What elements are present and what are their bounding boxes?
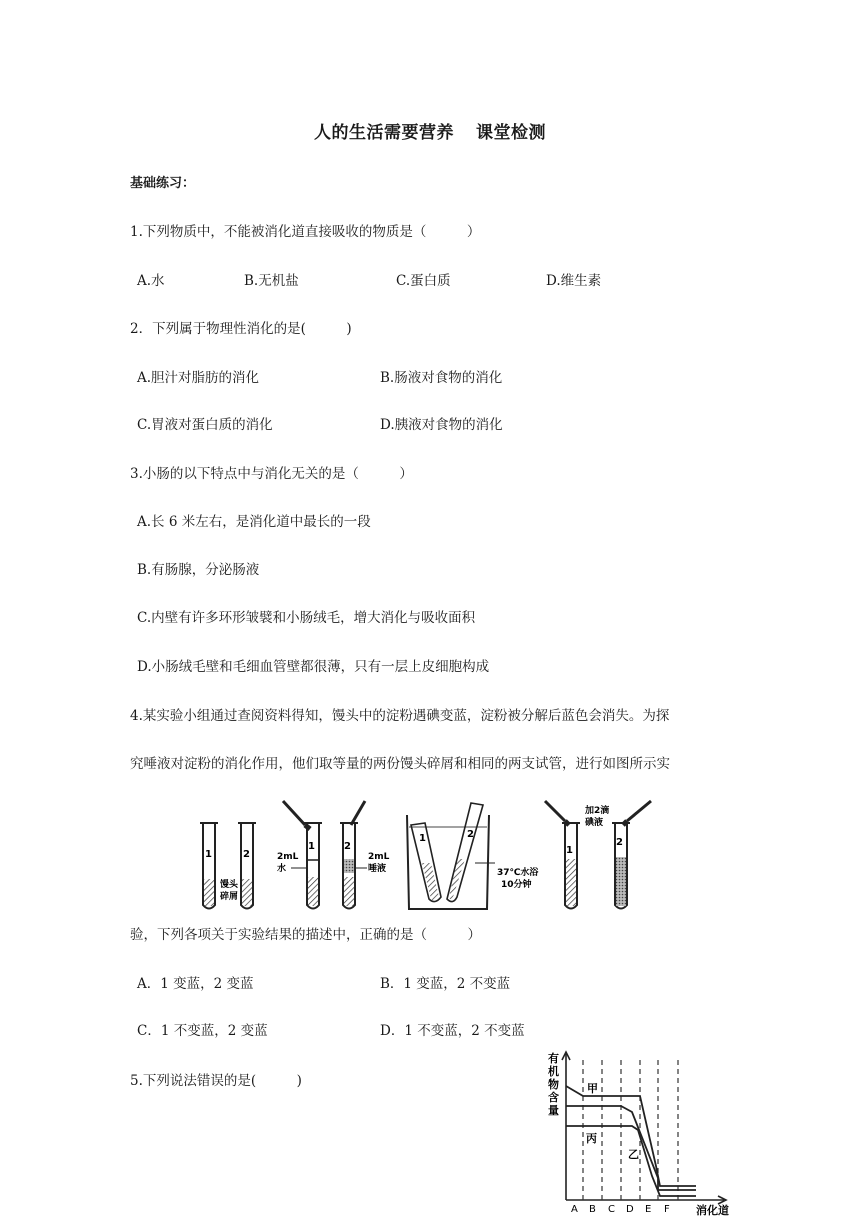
y-label-char-3: 物 <box>548 1078 559 1091</box>
x-tick-d: D <box>626 1204 634 1215</box>
x-tick-c: C <box>608 1204 615 1215</box>
curve-label-yi: 乙 <box>628 1148 639 1161</box>
y-label-char-5: 量 <box>548 1104 559 1117</box>
bath-label-line-2: 10分钟 <box>501 880 532 890</box>
x-tick-a: A <box>571 1204 578 1215</box>
water-label-line-1: 2mL <box>277 852 299 862</box>
q1-option-c: C.蛋白质 <box>396 273 451 289</box>
x-tick-f: F <box>664 1204 670 1215</box>
curve-label-jia: 甲 <box>587 1082 598 1095</box>
stage-dividers <box>583 1060 678 1200</box>
iodine-label-line-2: 碘液 <box>585 818 604 828</box>
x-axis-label: 消化道 <box>696 1204 729 1216</box>
tube-1-label: 1 <box>205 849 212 860</box>
y-label-char-1: 有 <box>548 1052 559 1065</box>
curve-label-bing: 丙 <box>586 1132 597 1145</box>
stage-4-tube-2-label: 2 <box>616 837 623 848</box>
page-title: 人的生活需要营养 课堂检测 <box>314 123 546 143</box>
digestion-graph <box>540 1048 740 1216</box>
q3-option-a: A.长 6 米左右，是消化道中最长的一段 <box>137 514 371 530</box>
q1-option-b: B.无机盐 <box>244 273 299 289</box>
question-1-stem: 1.下列物质中，不能被消化道直接吸收的物质是（ ） <box>130 224 481 240</box>
q1-option-d: D.维生素 <box>546 273 602 289</box>
iodine-label-line-1: 加2滴 <box>585 806 610 816</box>
x-tick-e: E <box>645 1204 652 1215</box>
section-heading: 基础练习： <box>130 176 196 191</box>
stage-4-iodine-tubes <box>545 801 651 909</box>
stage-4-tube-1-label: 1 <box>566 845 573 856</box>
q2-option-b: B.肠液对食物的消化 <box>380 370 503 386</box>
bath-tube-1-label: 1 <box>419 833 426 844</box>
q4-option-b: B．1 变蓝，2 不变蓝 <box>380 976 511 992</box>
q4-option-c: C．1 不变蓝，2 变蓝 <box>137 1023 268 1039</box>
question-5-stem: 5.下列说法错误的是( ) <box>130 1073 302 1089</box>
stage-2-tubes <box>277 801 390 909</box>
bath-tube-2-label: 2 <box>467 829 474 840</box>
q2-option-d: D.胰液对食物的消化 <box>380 417 503 433</box>
q3-option-c: C.内壁有许多环形皱襞和小肠绒毛，增大消化与吸收面积 <box>137 610 476 626</box>
question-3-stem: 3.小肠的以下特点中与消化无关的是（ ） <box>130 466 413 482</box>
stage-2-tube-2-label: 2 <box>344 841 351 852</box>
question-4-stem-line-3: 验，下列各项关于实验结果的描述中，正确的是（ ） <box>130 927 481 943</box>
stage-3-water-bath <box>407 803 539 909</box>
q2-option-a: A.胆汁对脂肪的消化 <box>137 370 260 386</box>
saliva-label-line-1: 2mL <box>368 852 390 862</box>
q1-option-a: A.水 <box>137 273 165 289</box>
question-2-stem: 2．下列属于物理性消化的是( ) <box>130 321 352 337</box>
crumbs-label-line-2: 碎屑 <box>220 892 239 902</box>
q4-option-a: A．1 变蓝，2 变蓝 <box>137 976 254 992</box>
y-label-char-4: 含 <box>548 1091 559 1104</box>
stage-2-tube-1-label: 1 <box>308 841 315 852</box>
q4-option-d: D．1 不变蓝，2 不变蓝 <box>380 1023 525 1039</box>
experiment-figure <box>195 797 665 917</box>
saliva-label-line-2: 唾液 <box>368 864 387 874</box>
q3-option-d: D.小肠绒毛壁和毛细血管壁都很薄，只有一层上皮细胞构成 <box>137 659 490 675</box>
water-label-line-2: 水 <box>277 864 287 874</box>
crumbs-label-line-1: 馒头 <box>220 880 239 890</box>
tube-2-label: 2 <box>243 849 250 860</box>
q3-option-b: B.有肠腺，分泌肠液 <box>137 562 260 578</box>
question-4-stem-line-2: 究唾液对淀粉的消化作用，他们取等量的两份馒头碎屑和相同的两支试管，进行如图所示实 <box>130 756 670 772</box>
x-tick-b: B <box>589 1204 596 1215</box>
y-label-char-2: 机 <box>548 1065 559 1078</box>
bath-label-line-1: 37℃水浴 <box>497 868 539 878</box>
question-4-stem-line-1: 4.某实验小组通过查阅资料得知，馒头中的淀粉遇碘变蓝，淀粉被分解后蓝色会消失。为探 <box>130 708 670 724</box>
q2-option-c: C.胃液对蛋白质的消化 <box>137 417 273 433</box>
stage-1-tubes <box>200 823 256 909</box>
